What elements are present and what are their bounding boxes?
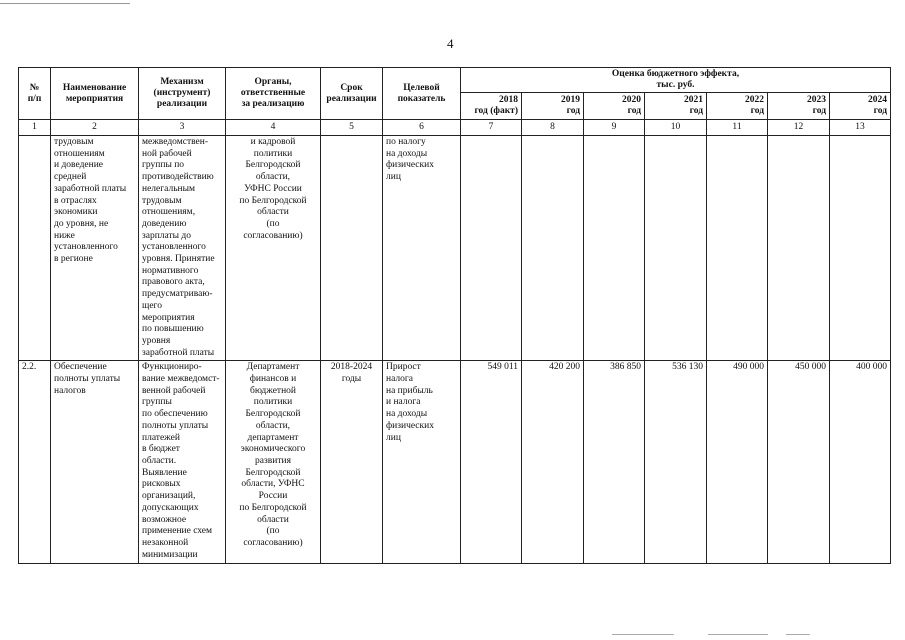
header-no: № п/п bbox=[19, 68, 51, 120]
table-row bbox=[19, 136, 891, 361]
target-indicator: Прирост налога на прибыль и налога на доходы физических лиц bbox=[383, 361, 461, 564]
header-term: Срок реализации bbox=[321, 68, 383, 120]
column-number: 4 bbox=[226, 120, 321, 136]
footer-rule bbox=[612, 634, 674, 635]
measure-name: Обеспечение полноты уплаты налогов bbox=[51, 361, 139, 564]
header-budget-effect: Оценка бюджетного эффекта, тыс. руб. bbox=[461, 68, 891, 93]
measure-name: трудовым отношениям и доведение средней заработной платы в отраслях экономики до уровня, не ниже установленного в регионе bbox=[51, 136, 139, 361]
header-name: Наименование мероприятия bbox=[51, 68, 139, 120]
budget-value bbox=[522, 136, 584, 361]
table-row bbox=[19, 361, 891, 564]
budget-value: 400 000 bbox=[830, 361, 891, 564]
measures-table bbox=[18, 67, 891, 564]
column-number: 10 bbox=[645, 120, 707, 136]
implementation-term bbox=[321, 136, 383, 361]
column-number: 6 bbox=[383, 120, 461, 136]
column-number-row bbox=[19, 120, 891, 136]
row-number bbox=[19, 136, 51, 361]
header-year: 2024 год bbox=[830, 93, 891, 120]
header-row bbox=[19, 68, 891, 93]
budget-value bbox=[584, 136, 645, 361]
footer-rule bbox=[786, 634, 810, 635]
column-number: 11 bbox=[707, 120, 768, 136]
measure-mechanism: Функциониро- вание межведомст- венной рабочей группы по обеспечению полноты уплаты платежей в бюджет области. Выявление рисковых организаций, допускающих возможное применение схем незаконной минимизации bbox=[139, 361, 226, 564]
column-number: 3 bbox=[139, 120, 226, 136]
target-indicator: по налогу на доходы физических лиц bbox=[383, 136, 461, 361]
budget-value bbox=[707, 136, 768, 361]
header-year: 2022 год bbox=[707, 93, 768, 120]
column-number: 1 bbox=[19, 120, 51, 136]
header-year: 2023 год bbox=[768, 93, 830, 120]
budget-value: 420 200 bbox=[522, 361, 584, 564]
header-bodies: Органы, ответственные за реализацию bbox=[226, 68, 321, 120]
budget-value: 490 000 bbox=[707, 361, 768, 564]
header-year: 2021 год bbox=[645, 93, 707, 120]
budget-value: 450 000 bbox=[768, 361, 830, 564]
row-number: 2.2. bbox=[19, 361, 51, 564]
column-number: 8 bbox=[522, 120, 584, 136]
header-mechanism: Механизм (инструмент) реализации bbox=[139, 68, 226, 120]
budget-value: 549 011 bbox=[461, 361, 522, 564]
budget-value bbox=[461, 136, 522, 361]
column-number: 7 bbox=[461, 120, 522, 136]
implementation-term: 2018-2024 годы bbox=[321, 361, 383, 564]
budget-value bbox=[768, 136, 830, 361]
column-number: 9 bbox=[584, 120, 645, 136]
column-number: 13 bbox=[830, 120, 891, 136]
header-year: 2018 год (факт) bbox=[461, 93, 522, 120]
header-target: Целевой показатель bbox=[383, 68, 461, 120]
budget-value bbox=[645, 136, 707, 361]
budget-value: 536 130 bbox=[645, 361, 707, 564]
footer-rule bbox=[708, 634, 768, 635]
header-year: 2020 год bbox=[584, 93, 645, 120]
page-number: 4 bbox=[447, 36, 454, 51]
measure-mechanism: межведомствен- ной рабочей группы по противодействию нелегальным трудовым отношениям, доведению зарплаты до установленного уровня. Принятие нормативного правового акта, предусматриваю- щего мероприятия по повышению уровня заработной платы bbox=[139, 136, 226, 361]
responsible-bodies: и кадровой политики Белгородской области, УФНС России по Белгородской области (по согласованию) bbox=[226, 136, 321, 361]
header-year: 2019 год bbox=[522, 93, 584, 120]
responsible-bodies: Департамент финансов и бюджетной политики Белгородской области, департамент экономического развития Белгородской области, УФНС России по Белгородской области (по согласованию) bbox=[226, 361, 321, 564]
column-number: 12 bbox=[768, 120, 830, 136]
top-rule bbox=[0, 3, 130, 4]
column-number: 2 bbox=[51, 120, 139, 136]
column-number: 5 bbox=[321, 120, 383, 136]
budget-value bbox=[830, 136, 891, 361]
budget-value: 386 850 bbox=[584, 361, 645, 564]
